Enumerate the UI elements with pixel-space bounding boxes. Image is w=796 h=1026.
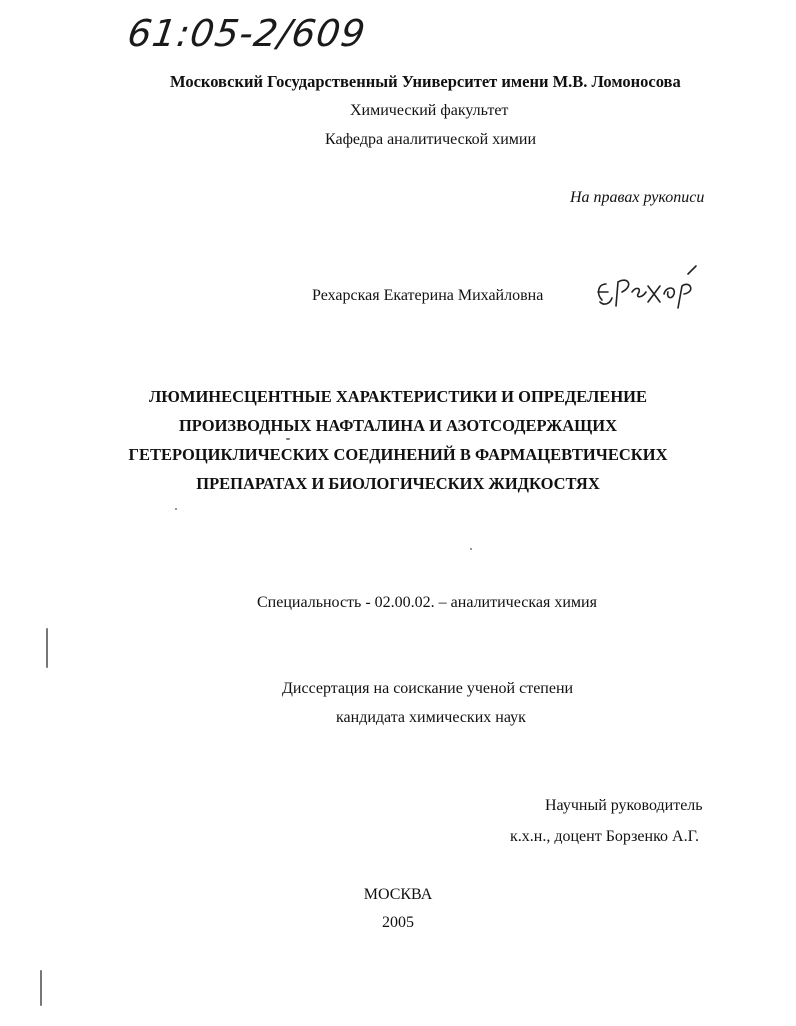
degree-line-1: Диссертация на соискание ученой степени — [282, 680, 574, 697]
title-line: ПРОИЗВОДНЫХ НАФТАЛИНА И АЗОТСОДЕРЖАЩИХ — [178, 416, 618, 435]
title-line: ПРЕПАРАТАХ И БИОЛОГИЧЕСКИХ ЖИДКОСТЯХ — [196, 474, 600, 493]
title-line: ЛЮМИНЕСЦЕНТНЫЕ ХАРАКТЕРИСТИКИ И ОПРЕДЕЛЕНИЕ — [149, 387, 647, 406]
supervisor-label: Научный руководитель — [545, 797, 703, 814]
specialty-line: Специальность - 02.00.02. – аналитическая химия — [257, 594, 597, 611]
degree-line-2: кандидата химических наук — [336, 709, 526, 726]
author-signature — [592, 262, 702, 312]
scan-speck — [175, 508, 177, 510]
year: 2005 — [382, 914, 414, 931]
scan-speck — [286, 438, 290, 440]
dissertation-title — [0, 382, 796, 498]
scan-mark — [40, 970, 42, 1006]
rights-note: На правах рукописи — [570, 189, 705, 206]
scan-mark — [46, 628, 48, 668]
department-name: Кафедра аналитической химии — [325, 131, 537, 148]
title-line: ГЕТЕРОЦИКЛИЧЕСКИХ СОЕДИНЕНИЙ В ФАРМАЦЕВТИЧЕСКИХ — [128, 445, 668, 464]
archive-code: 61:05-2/609 — [124, 12, 369, 55]
university-name: Московский Государственный Университет имени М.В. Ломоносова — [170, 72, 681, 91]
supervisor-name: к.х.н., доцент Борзенко А.Г. — [510, 828, 700, 845]
city: МОСКВА — [363, 886, 433, 903]
author-name: Рехарская Екатерина Михайловна — [312, 287, 544, 304]
scan-speck — [470, 548, 472, 550]
faculty-name: Химический факультет — [350, 102, 509, 119]
